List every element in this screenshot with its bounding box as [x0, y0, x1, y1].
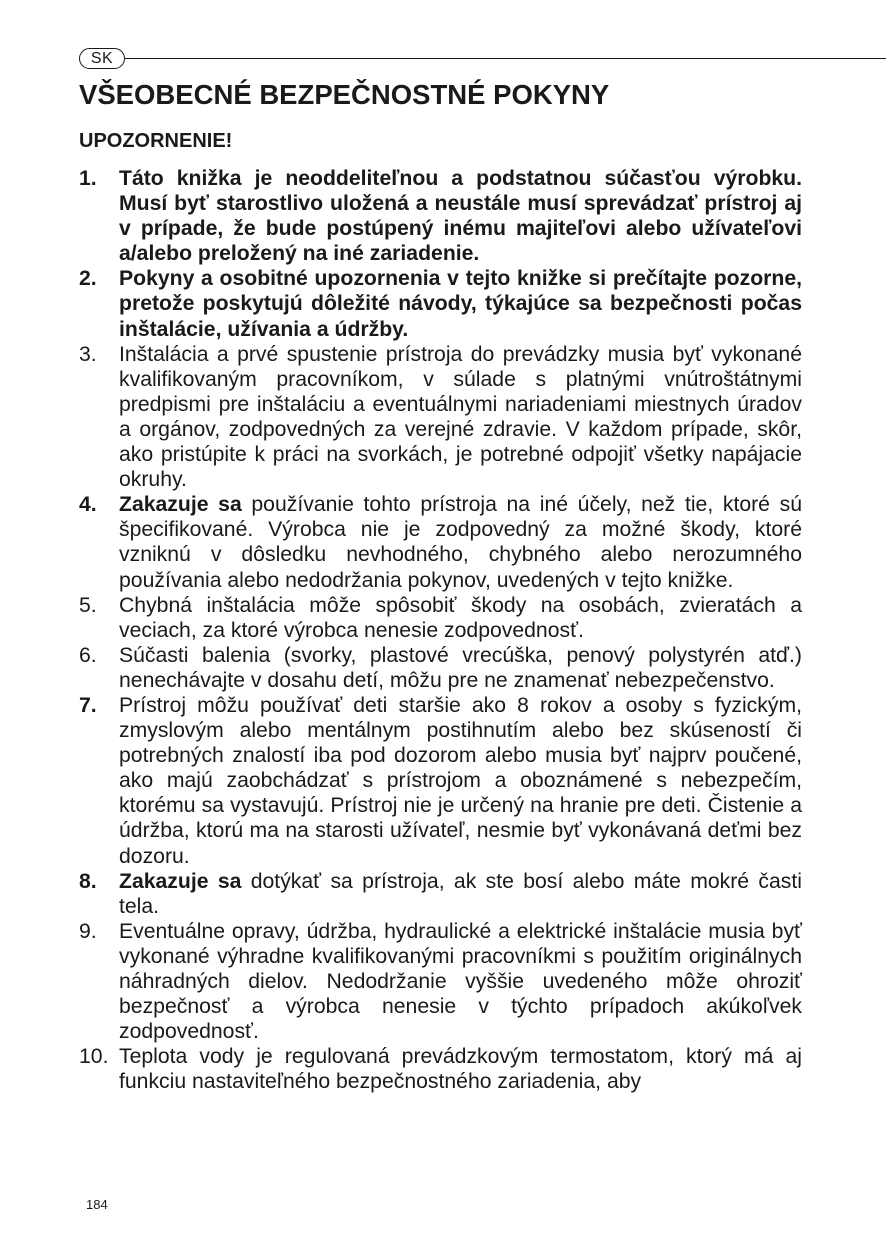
instruction-item-7	[79, 693, 802, 869]
item-text: používanie tohto prístroja na iné účely, než tie, ktoré sú špecifikované. Výrobca nie je zodpovedný za možné škody, ktoré vzniknú v dôsledku nevhodného, chybného alebo nerozumného používania alebo nedodržania pokynov, uvedených v tejto knižke.	[119, 493, 803, 592]
item-text: Pokyny a osobitné upozornenia v tejto knižke si prečítajte pozorne, pretože poskytujú dôležité návody, týkajúce sa bezpečnosti počas inštalácie, užívania a údržby.	[119, 267, 802, 341]
instruction-item-5	[79, 593, 802, 643]
item-number: 10.	[79, 1045, 109, 1069]
item-number: 7.	[79, 693, 97, 717]
item-text: dotýkať sa prístroja, ak ste bosí alebo máte mokré časti tela.	[119, 869, 802, 918]
instruction-item-8	[79, 869, 802, 919]
item-number: 9.	[79, 919, 97, 943]
page-number: 184	[86, 1197, 108, 1212]
item-lead: Zakazuje sa	[119, 493, 242, 517]
header-rule	[125, 58, 886, 59]
item-text: Prístroj môžu používať deti staršie ako 8 rokov a osoby s fyzickým, zmyslovým alebo mentálnym postihnutím alebo bez skúseností či potrebných znalostí iba pod dozorom alebo musia byť najprv poučené, ako majú zaobchádzať s prístrojom a oboznámené s nebezpečím, ktorému sa vystavujú. Prístroj nie je určený na hranie pre deti. Čistenie a údržba, ktorú ma na starosti užívateľ, nesmie byť vykonávaná deťmi bez dozoru.	[119, 693, 802, 868]
item-text: Teplota vody je regulovaná prevádzkovým termostatom, ktorý má aj funkciu nastaviteľného bezpečnostného zariadenia, aby	[119, 1045, 802, 1094]
item-number: 6.	[79, 643, 97, 667]
warning-heading: UPOZORNENIE!	[79, 130, 233, 152]
language-badge: SK	[79, 48, 125, 69]
item-text: Súčasti balenia (svorky, plastové vrecúška, penový polystyrén atď.) nenechávajte v dosahu detí, môžu pre ne znamenať nebezpečenstvo.	[119, 643, 802, 692]
item-number: 1.	[79, 167, 97, 190]
instruction-item-9	[79, 919, 802, 1044]
instruction-item-2	[79, 266, 802, 341]
instruction-item-1	[79, 166, 802, 266]
item-number: 3.	[79, 342, 97, 366]
item-text: Chybná inštalácia môže spôsobiť škody na osobách, zvieratách a veciach, za ktoré výrobca nenesie zodpovednosť.	[119, 593, 802, 642]
page-title: VŠEOBECNÉ BEZPEČNOSTNÉ POKYNY	[79, 79, 610, 110]
item-number: 8.	[79, 869, 97, 893]
instruction-item-3	[79, 342, 802, 493]
item-text: Eventuálne opravy, údržba, hydraulické a elektrické inštalácie musia byť vykonané výhradne kvalifikovanými pracovníkmi s použitím originálnych náhradných dielov. Nedodržanie vyššie uvedeného môže ohroziť bezpečnosť a výrobca nenesie v týchto prípadoch akúkoľvek zodpovednosť.	[119, 919, 802, 1044]
item-lead: Zakazuje sa	[119, 869, 242, 893]
item-number: 5.	[79, 593, 97, 617]
item-number: 4.	[79, 493, 97, 517]
safety-instructions-list	[79, 166, 802, 1094]
item-number: 2.	[79, 267, 97, 291]
item-text: Inštalácia a prvé spustenie prístroja do prevádzky musia byť vykonané kvalifikovaným pracovníkom, v súlade s platnými vnútroštátnymi predpismi pre inštaláciu a eventuálnymi nariadeniami miestnych úradov a orgánov, zodpovedných za verejné zdravie. V každom prípade, skôr, ako pristúpite k práci na svorkách, je potrebné odpojiť všetky napájacie okruhy.	[119, 342, 802, 492]
item-text: Táto knižka je neoddeliteľnou a podstatnou súčasťou výrobku. Musí byť starostlivo uložená a neustále musí sprevádzať prístroj aj v prípade, že bude postúpený inému majiteľovi alebo užívateľovi a/alebo preložený na iné zariadenie.	[119, 167, 802, 266]
instruction-item-6	[79, 643, 802, 693]
instruction-item-10	[79, 1044, 802, 1094]
instruction-item-4	[79, 492, 802, 592]
